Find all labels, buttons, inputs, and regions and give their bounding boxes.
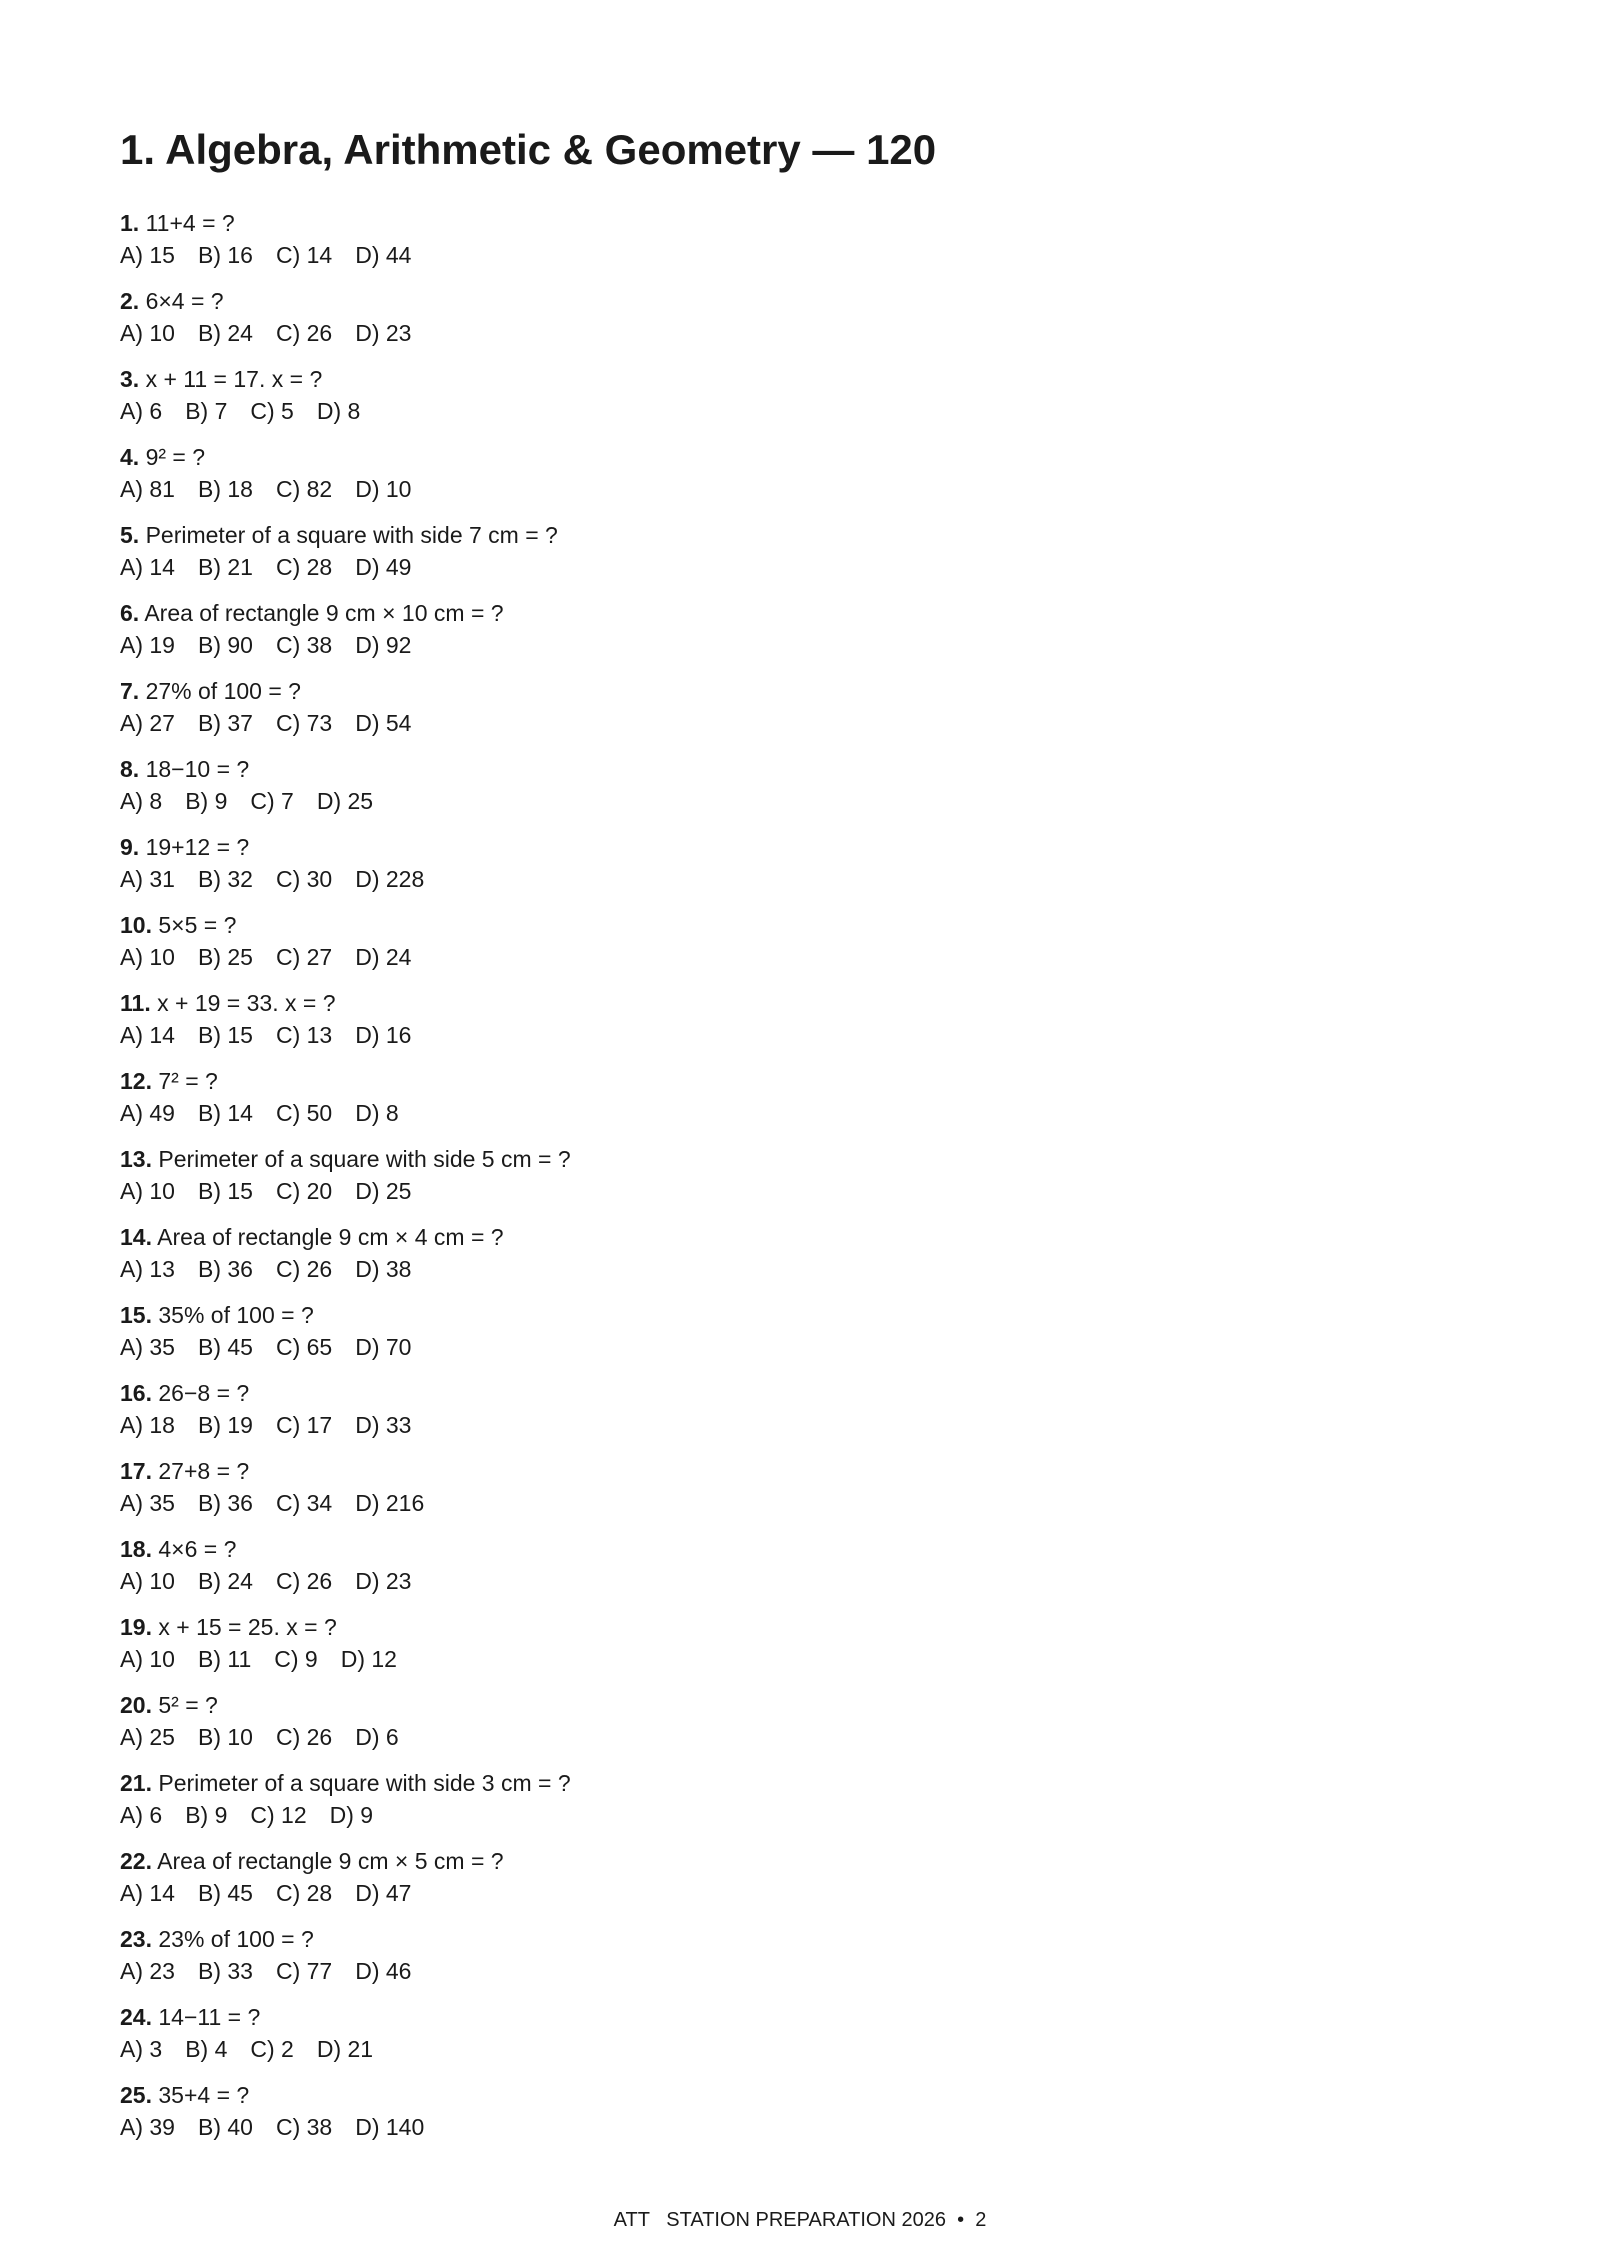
question-line <box>120 1612 1480 1644</box>
answer-option: D) 24 <box>355 943 412 970</box>
question-text: 9² = ? <box>145 444 206 470</box>
answer-option: C) 13 <box>275 1021 333 1048</box>
answer-option: C) 73 <box>275 709 333 736</box>
answer-option: D) 25 <box>355 1177 412 1204</box>
answer-option: A) 25 <box>120 1723 175 1750</box>
answer-option: C) 38 <box>275 2113 333 2140</box>
answer-option: B) 45 <box>197 1879 253 1906</box>
answer-options <box>120 630 1480 662</box>
answer-option: A) 10 <box>120 319 175 346</box>
answer-option: B) 16 <box>197 241 253 268</box>
answer-option: D) 47 <box>355 1879 412 1906</box>
answer-option: A) 10 <box>120 943 175 970</box>
answer-options <box>120 1410 1480 1442</box>
question-text: 27+8 = ? <box>158 1458 250 1484</box>
question-line <box>120 1300 1480 1332</box>
answer-option: A) 31 <box>120 865 175 892</box>
answer-option: A) 14 <box>120 553 175 580</box>
answer-option: D) 9 <box>329 1801 374 1828</box>
question-number: 15. <box>120 1302 152 1328</box>
question-number: 22. <box>120 1848 152 1874</box>
answer-option: B) 36 <box>197 1489 253 1516</box>
answer-option: C) 28 <box>275 553 333 580</box>
question-item <box>120 364 1480 427</box>
answer-option: C) 12 <box>250 1801 307 1828</box>
question-line <box>120 910 1480 942</box>
answer-option: B) 15 <box>197 1177 253 1204</box>
answer-option: C) 26 <box>275 1723 333 1750</box>
question-line <box>120 1534 1480 1566</box>
answer-option: B) 90 <box>197 631 253 658</box>
question-number: 3. <box>120 366 140 392</box>
answer-option: D) 44 <box>355 241 412 268</box>
question-item <box>120 910 1480 973</box>
question-line <box>120 676 1480 708</box>
question-line <box>120 442 1480 474</box>
answer-options <box>120 864 1480 896</box>
answer-option: C) 77 <box>275 1957 333 1984</box>
question-item <box>120 520 1480 583</box>
question-line <box>120 1924 1480 1956</box>
question-number: 21. <box>120 1770 152 1796</box>
question-text: 6×4 = ? <box>145 288 224 314</box>
answer-options <box>120 1254 1480 1286</box>
question-text: 26−8 = ? <box>158 1380 250 1406</box>
answer-option: D) 49 <box>355 553 412 580</box>
question-text: Perimeter of a square with side 7 cm = ? <box>145 522 558 548</box>
question-text: 23% of 100 = ? <box>158 1926 314 1952</box>
question-text: Perimeter of a square with side 5 cm = ? <box>158 1146 571 1172</box>
question-line <box>120 1378 1480 1410</box>
question-item <box>120 598 1480 661</box>
answer-option: B) 40 <box>197 2113 253 2140</box>
answer-option: D) 228 <box>355 865 425 892</box>
question-item <box>120 2080 1480 2143</box>
answer-option: C) 50 <box>275 1099 333 1126</box>
question-number: 23. <box>120 1926 152 1952</box>
question-line <box>120 988 1480 1020</box>
question-item <box>120 1534 1480 1597</box>
answer-option: B) 9 <box>185 1801 228 1828</box>
question-text: 14−11 = ? <box>158 2004 261 2030</box>
question-item <box>120 2002 1480 2065</box>
section-title: 1. Algebra, Arithmetic & Geometry — 120 <box>120 126 937 173</box>
answer-option: B) 9 <box>185 787 228 814</box>
answer-option: A) 6 <box>120 1801 163 1828</box>
question-item <box>120 1924 1480 1987</box>
answer-option: A) 23 <box>120 1957 175 1984</box>
document-page <box>120 118 1480 2158</box>
question-line <box>120 1456 1480 1488</box>
answer-option: B) 37 <box>197 709 253 736</box>
answer-option: C) 9 <box>274 1645 318 1672</box>
answer-option: D) 140 <box>355 2113 425 2140</box>
answer-option: D) 12 <box>340 1645 397 1672</box>
question-item <box>120 1612 1480 1675</box>
answer-option: D) 216 <box>355 1489 425 1516</box>
answer-options <box>120 786 1480 818</box>
answer-option: B) 19 <box>197 1411 253 1438</box>
answer-options <box>120 2112 1480 2144</box>
question-text: 5² = ? <box>158 1692 218 1718</box>
question-item <box>120 1378 1480 1441</box>
question-item <box>120 1222 1480 1285</box>
question-text: 19+12 = ? <box>145 834 250 860</box>
answer-options <box>120 474 1480 506</box>
page-footer: ATT STATION PREPARATION 2026 • 2 <box>613 2209 987 2231</box>
question-number: 24. <box>120 2004 152 2030</box>
question-line <box>120 1690 1480 1722</box>
answer-option: D) 8 <box>355 1099 399 1126</box>
question-text: Area of rectangle 9 cm × 10 cm = ? <box>144 600 504 626</box>
answer-option: C) 82 <box>275 475 333 502</box>
question-number: 7. <box>120 678 140 704</box>
question-item <box>120 1300 1480 1363</box>
answer-option: A) 39 <box>120 2113 175 2140</box>
question-item <box>120 832 1480 895</box>
answer-option: D) 70 <box>355 1333 412 1360</box>
question-line <box>120 1222 1480 1254</box>
question-text: 35% of 100 = ? <box>158 1302 314 1328</box>
answer-option: D) 10 <box>355 475 412 502</box>
question-item <box>120 442 1480 505</box>
question-number: 25. <box>120 2082 152 2108</box>
answer-option: D) 92 <box>355 631 412 658</box>
question-line <box>120 286 1480 318</box>
answer-option: B) 25 <box>197 943 253 970</box>
question-item <box>120 208 1480 271</box>
answer-option: A) 19 <box>120 631 175 658</box>
answer-option: D) 33 <box>355 1411 412 1438</box>
answer-option: A) 27 <box>120 709 175 736</box>
answer-option: B) 45 <box>197 1333 253 1360</box>
answer-option: B) 18 <box>197 475 253 502</box>
question-item <box>120 988 1480 1051</box>
question-item <box>120 754 1480 817</box>
answer-option: C) 20 <box>275 1177 333 1204</box>
answer-options <box>120 240 1480 272</box>
answer-options <box>120 942 1480 974</box>
question-text: Area of rectangle 9 cm × 5 cm = ? <box>157 1848 504 1874</box>
answer-options <box>120 318 1480 350</box>
answer-option: D) 21 <box>316 2035 374 2062</box>
answer-options <box>120 1644 1480 1676</box>
question-number: 13. <box>120 1146 152 1172</box>
answer-option: D) 23 <box>355 319 412 346</box>
question-number: 14. <box>120 1224 152 1250</box>
answer-options <box>120 1800 1480 1832</box>
answer-option: A) 13 <box>120 1255 175 1282</box>
answer-option: C) 38 <box>275 631 333 658</box>
answer-option: B) 14 <box>197 1099 253 1126</box>
answer-options <box>120 1956 1480 1988</box>
answer-options <box>120 708 1480 740</box>
answer-option: B) 11 <box>197 1645 252 1672</box>
answer-option: A) 14 <box>120 1879 175 1906</box>
answer-option: B) 7 <box>185 397 228 424</box>
answer-options <box>120 396 1480 428</box>
question-number: 6. <box>120 600 140 626</box>
answer-option: D) 23 <box>355 1567 412 1594</box>
answer-option: C) 65 <box>275 1333 333 1360</box>
answer-option: C) 26 <box>275 1567 333 1594</box>
answer-option: C) 28 <box>275 1879 333 1906</box>
question-line <box>120 1066 1480 1098</box>
question-text: 5×5 = ? <box>158 912 237 938</box>
answer-option: A) 81 <box>120 475 175 502</box>
question-text: 11+4 = ? <box>145 210 235 236</box>
question-text: Area of rectangle 9 cm × 4 cm = ? <box>157 1224 504 1250</box>
question-number: 16. <box>120 1380 152 1406</box>
answer-option: B) 33 <box>197 1957 253 1984</box>
answer-option: A) 49 <box>120 1099 175 1126</box>
question-number: 9. <box>120 834 140 860</box>
answer-options <box>120 1098 1480 1130</box>
answer-option: A) 6 <box>120 397 163 424</box>
question-line <box>120 754 1480 786</box>
answer-option: B) 21 <box>197 553 253 580</box>
question-line <box>120 520 1480 552</box>
question-number: 19. <box>120 1614 152 1640</box>
question-line <box>120 1768 1480 1800</box>
answer-option: C) 17 <box>275 1411 333 1438</box>
answer-option: C) 26 <box>275 1255 333 1282</box>
question-text: 18−10 = ? <box>145 756 250 782</box>
question-text: x + 19 = 33. x = ? <box>157 990 336 1016</box>
answer-option: A) 35 <box>120 1333 175 1360</box>
question-item <box>120 1846 1480 1909</box>
answer-options <box>120 1488 1480 1520</box>
question-text: Perimeter of a square with side 3 cm = ? <box>158 1770 571 1796</box>
answer-options <box>120 1722 1480 1754</box>
question-list <box>120 208 1480 2143</box>
answer-option: C) 7 <box>250 787 294 814</box>
question-number: 4. <box>120 444 140 470</box>
answer-option: A) 14 <box>120 1021 175 1048</box>
answer-options <box>120 1020 1480 1052</box>
question-line <box>120 208 1480 240</box>
answer-option: D) 54 <box>355 709 412 736</box>
question-line <box>120 832 1480 864</box>
question-text: 7² = ? <box>158 1068 218 1094</box>
answer-option: C) 14 <box>275 241 333 268</box>
question-number: 11. <box>120 990 151 1016</box>
question-line <box>120 364 1480 396</box>
answer-options <box>120 1878 1480 1910</box>
question-text: 4×6 = ? <box>158 1536 237 1562</box>
question-number: 1. <box>120 210 140 236</box>
question-number: 8. <box>120 756 140 782</box>
question-line <box>120 2080 1480 2112</box>
question-item <box>120 1690 1480 1753</box>
answer-option: D) 38 <box>355 1255 412 1282</box>
answer-option: C) 30 <box>275 865 333 892</box>
question-item <box>120 1066 1480 1129</box>
question-number: 5. <box>120 522 140 548</box>
question-line <box>120 598 1480 630</box>
answer-option: A) 3 <box>120 2035 163 2062</box>
answer-options <box>120 552 1480 584</box>
answer-option: C) 26 <box>275 319 333 346</box>
question-number: 12. <box>120 1068 152 1094</box>
question-line <box>120 1846 1480 1878</box>
question-text: 27% of 100 = ? <box>145 678 301 704</box>
answer-option: C) 27 <box>275 943 333 970</box>
question-item <box>120 286 1480 349</box>
answer-option: A) 18 <box>120 1411 175 1438</box>
answer-options <box>120 1566 1480 1598</box>
answer-option: D) 46 <box>355 1957 412 1984</box>
answer-options <box>120 1176 1480 1208</box>
answer-option: D) 16 <box>355 1021 412 1048</box>
answer-option: A) 10 <box>120 1645 175 1672</box>
answer-option: D) 25 <box>316 787 374 814</box>
answer-option: A) 10 <box>120 1177 175 1204</box>
question-text: x + 11 = 17. x = ? <box>145 366 323 392</box>
question-item <box>120 1768 1480 1831</box>
question-text: 35+4 = ? <box>158 2082 250 2108</box>
question-item <box>120 676 1480 739</box>
answer-option: C) 5 <box>250 397 294 424</box>
question-number: 20. <box>120 1692 152 1718</box>
answer-option: B) 36 <box>197 1255 253 1282</box>
answer-option: A) 8 <box>120 787 163 814</box>
answer-option: A) 15 <box>120 241 175 268</box>
answer-option: C) 2 <box>250 2035 294 2062</box>
question-number: 10. <box>120 912 152 938</box>
answer-option: B) 4 <box>185 2035 228 2062</box>
answer-option: B) 32 <box>197 865 253 892</box>
answer-option: A) 35 <box>120 1489 175 1516</box>
question-line <box>120 1144 1480 1176</box>
answer-options <box>120 1332 1480 1364</box>
question-item <box>120 1456 1480 1519</box>
question-number: 2. <box>120 288 140 314</box>
answer-option: C) 34 <box>275 1489 333 1516</box>
answer-option: B) 10 <box>197 1723 253 1750</box>
answer-options <box>120 2034 1480 2066</box>
question-item <box>120 1144 1480 1207</box>
answer-option: A) 10 <box>120 1567 175 1594</box>
question-number: 18. <box>120 1536 152 1562</box>
question-line <box>120 2002 1480 2034</box>
answer-option: B) 24 <box>197 319 253 346</box>
answer-option: D) 8 <box>316 397 361 424</box>
answer-option: D) 6 <box>355 1723 399 1750</box>
answer-option: B) 15 <box>197 1021 253 1048</box>
question-text: x + 15 = 25. x = ? <box>158 1614 337 1640</box>
question-number: 17. <box>120 1458 152 1484</box>
answer-option: B) 24 <box>197 1567 253 1594</box>
